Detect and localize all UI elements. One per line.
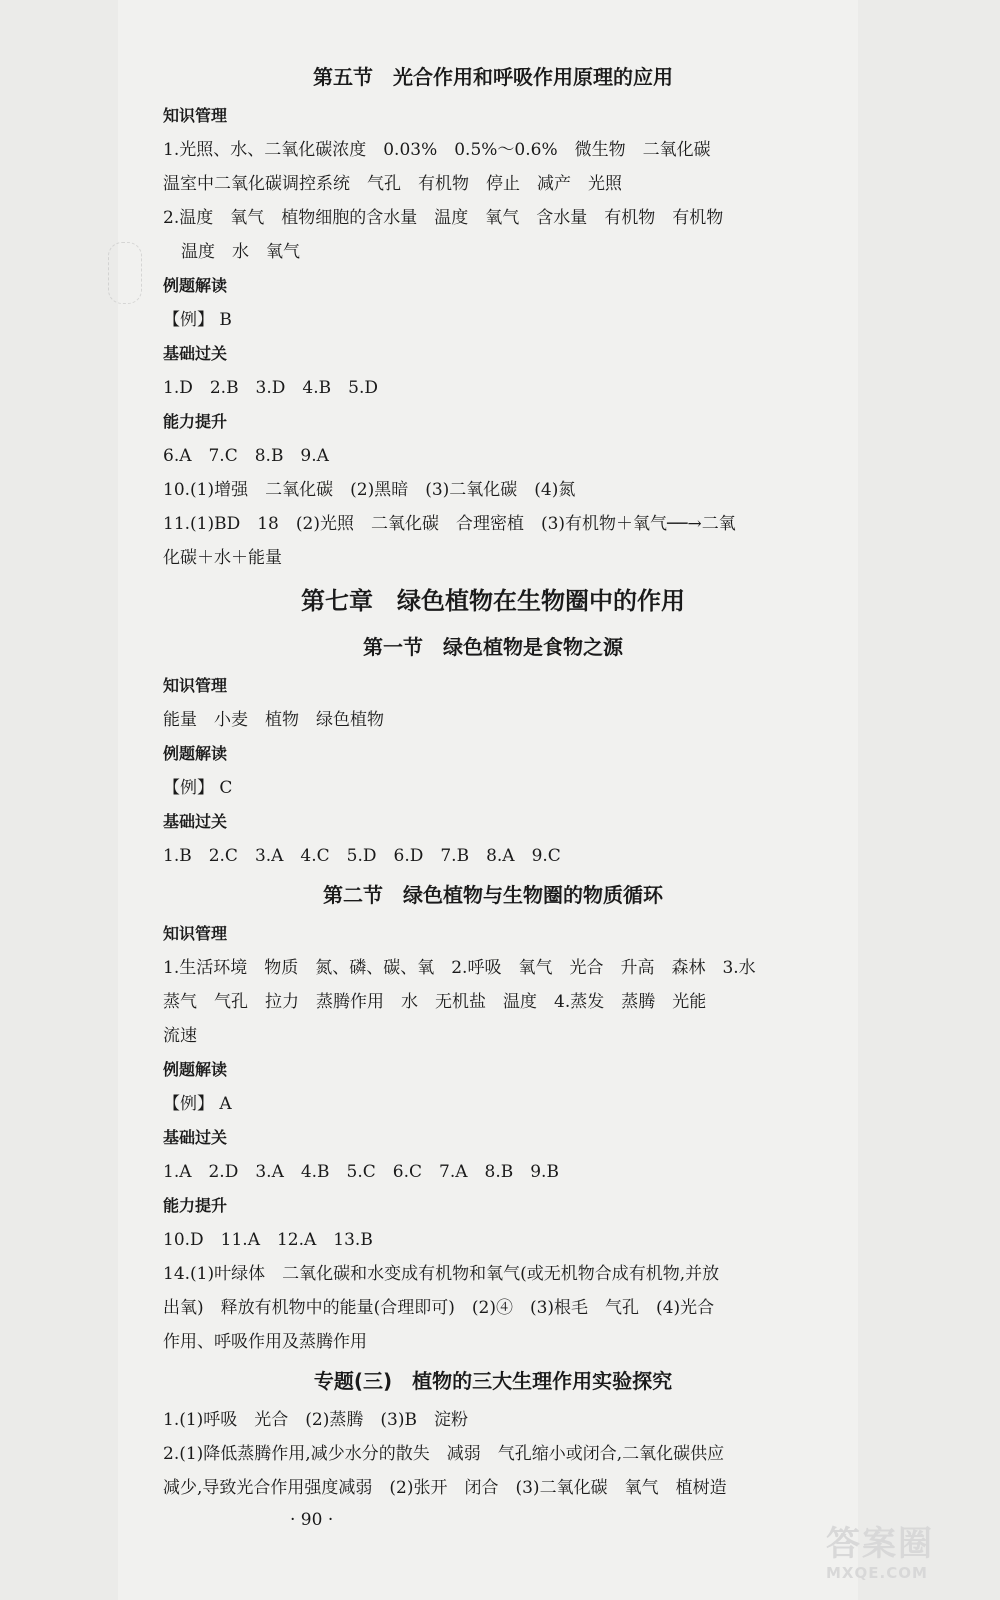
label-ability: 能力提升: [163, 412, 228, 431]
answer-line: 2.温度 氧气 植物细胞的含水量 温度 氧气 含水量 有机物 有机物: [163, 208, 724, 228]
answer-line: 能量 小麦 植物 绿色植物: [163, 710, 384, 730]
margin-smudge: [108, 242, 142, 304]
answer-line: 减少,导致光合作用强度减弱 (2)张开 闭合 (3)二氧化碳 氧气 植树造: [163, 1478, 727, 1498]
label-example: 例题解读: [163, 744, 228, 763]
answer-line: 1.A 2.D 3.A 4.B 5.C 6.C 7.A 8.B 9.B: [163, 1162, 559, 1182]
answer-line: 11.(1)BD 18 (2)光照 二氧化碳 合理密植 (3)有机物＋氧气──→二氧: [163, 514, 736, 534]
answer-line: 1.(1)呼吸 光合 (2)蒸腾 (3)B 淀粉: [163, 1410, 468, 1430]
answer-line: 温室中二氧化碳调控系统 气孔 有机物 停止 减产 光照: [163, 174, 622, 194]
answer-line: 6.A 7.C 8.B 9.A: [163, 446, 329, 466]
section-title: 第五节 光合作用和呼吸作用原理的应用: [313, 65, 673, 89]
label-knowledge: 知识管理: [163, 676, 228, 695]
label-basic: 基础过关: [163, 344, 228, 363]
chapter-title: 第七章 绿色植物在生物圈中的作用: [301, 587, 685, 615]
label-example: 例题解读: [163, 276, 228, 295]
answer-line: 1.B 2.C 3.A 4.C 5.D 6.D 7.B 8.A 9.C: [163, 846, 561, 866]
answer-content: [163, 55, 823, 1505]
label-knowledge: 知识管理: [163, 924, 228, 943]
answer-line: 温度 水 氧气: [181, 242, 300, 262]
answer-line: 流速: [163, 1026, 197, 1046]
watermark-en: MXQE.COM: [826, 1564, 928, 1582]
example-answer: 【例】 A: [163, 1094, 232, 1114]
answer-line: 10.(1)增强 二氧化碳 (2)黑暗 (3)二氧化碳 (4)氮: [163, 480, 576, 500]
answer-line: 1.生活环境 物质 氮、磷、碳、氧 2.呼吸 氧气 光合 升高 森林 3.水: [163, 958, 756, 978]
answer-line: 化碳＋水＋能量: [163, 548, 282, 568]
answer-line: 14.(1)叶绿体 二氧化碳和水变成有机物和氧气(或无机物合成有机物,并放: [163, 1264, 720, 1284]
answer-line: 1.D 2.B 3.D 4.B 5.D: [163, 378, 378, 398]
example-answer: 【例】 B: [163, 310, 232, 330]
label-ability: 能力提升: [163, 1196, 228, 1215]
label-basic: 基础过关: [163, 812, 228, 831]
answer-line: 出氧) 释放有机物中的能量(合理即可) (2)④ (3)根毛 气孔 (4)光合: [163, 1298, 715, 1318]
example-answer: 【例】 C: [163, 778, 233, 798]
section-title: 第一节 绿色植物是食物之源: [363, 635, 623, 659]
answer-line: 作用、呼吸作用及蒸腾作用: [163, 1332, 367, 1352]
answer-line: 2.(1)降低蒸腾作用,减少水分的散失 减弱 气孔缩小或闭合,二氧化碳供应: [163, 1444, 725, 1464]
answer-line: 10.D 11.A 12.A 13.B: [163, 1230, 373, 1250]
answer-line: 蒸气 气孔 拉力 蒸腾作用 水 无机盐 温度 4.蒸发 蒸腾 光能: [163, 992, 707, 1012]
label-basic: 基础过关: [163, 1128, 228, 1147]
label-example: 例题解读: [163, 1060, 228, 1079]
answer-line: 1.光照、水、二氧化碳浓度 0.03% 0.5%～0.6% 微生物 二氧化碳: [163, 140, 711, 160]
section-title: 第二节 绿色植物与生物圈的物质循环: [323, 883, 663, 907]
page-number: · 90 ·: [290, 1510, 334, 1530]
site-watermark: [826, 1524, 976, 1584]
label-knowledge: 知识管理: [163, 106, 228, 125]
watermark-cn: 答案圈: [826, 1524, 934, 1564]
topic-title: 专题(三) 植物的三大生理作用实验探究: [313, 1369, 673, 1393]
